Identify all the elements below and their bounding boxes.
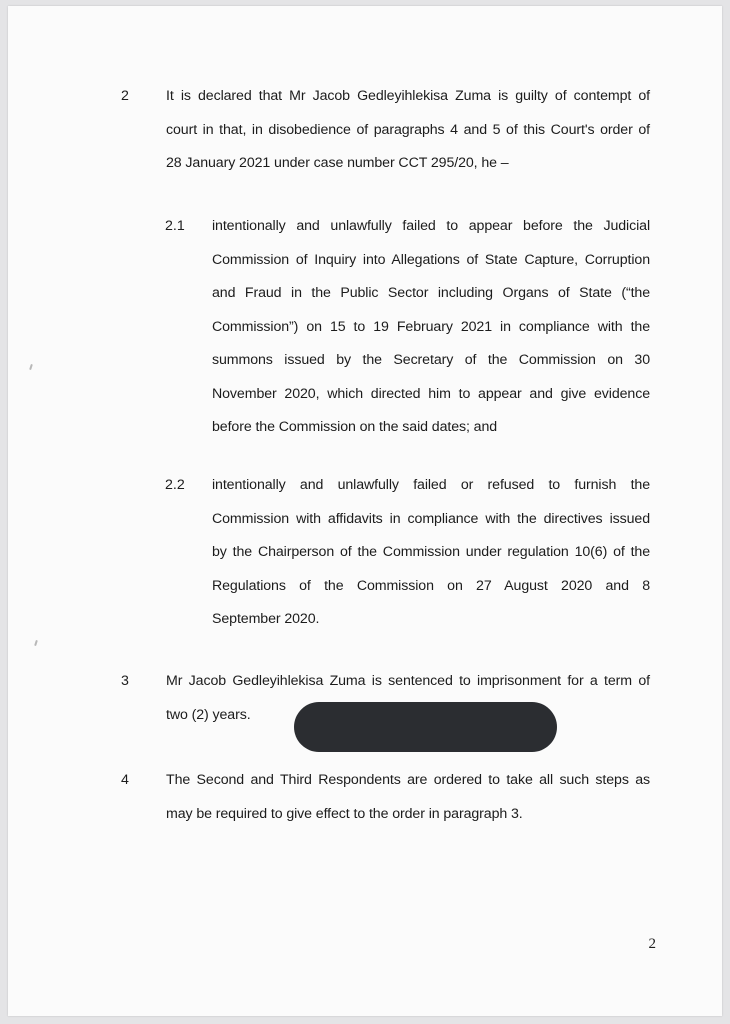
paragraph-line: court in that, in disobedience of paragraphs 4 and 5 of this Court's order of	[166, 121, 650, 138]
paragraph-line: and Fraud in the Public Sector including Organs of State (“the	[212, 285, 650, 301]
paragraph-4-text	[166, 764, 650, 831]
paragraph-line: summons issued by the Secretary of the Commission on 30	[212, 352, 650, 368]
paragraph-line: before the Commission on the said dates; and	[212, 419, 498, 435]
paragraph-number: 3	[121, 673, 129, 689]
paragraph-2-text	[166, 80, 650, 181]
paragraph-line: by the Chairperson of the Commission under regulation 10(6) of the	[212, 544, 650, 560]
paragraph-line: November 2020, which directed him to appear and give evidence	[212, 385, 650, 402]
paragraph-line: Regulations of the Commission on 27 August 2020 and 8	[212, 577, 650, 594]
scan-speck	[29, 364, 33, 370]
paragraph-line: intentionally and unlawfully failed or refused to furnish the	[212, 477, 650, 493]
paragraph-line: Mr Jacob Gedleyihlekisa Zuma is sentenced to imprisonment for a term of	[166, 673, 650, 689]
paragraph-number: 4	[121, 772, 129, 788]
paragraph-number: 2.2	[165, 477, 185, 493]
paragraph-line: two (2) years.	[166, 706, 251, 723]
paragraph-line: may be required to give effect to the order in paragraph 3.	[166, 805, 523, 822]
page-number: 2	[648, 936, 656, 952]
redaction-block	[294, 702, 557, 752]
paragraph-line: The Second and Third Respondents are ordered to take all such steps as	[166, 772, 650, 788]
paragraph-line: 28 January 2021 under case number CCT 295/20, he –	[166, 155, 509, 171]
paragraph-line: September 2020.	[212, 611, 320, 627]
paragraph-line: Commission with affidavits in compliance with the directives issued	[212, 510, 650, 527]
paragraph-line: Commission of Inquiry into Allegations of State Capture, Corruption	[212, 251, 650, 268]
paragraph-2-1-text	[212, 210, 650, 445]
paragraph-number: 2	[121, 88, 129, 104]
scan-speck	[34, 640, 38, 646]
paragraph-2-2-text	[212, 469, 650, 637]
paragraph-line: It is declared that Mr Jacob Gedleyihlekisa Zuma is guilty of contempt of	[166, 88, 650, 104]
paragraph-number: 2.1	[165, 218, 185, 234]
document-page	[8, 6, 722, 1016]
paragraph-line: Commission”) on 15 to 19 February 2021 in compliance with the	[212, 318, 650, 335]
paragraph-line: intentionally and unlawfully failed to appear before the Judicial	[212, 218, 650, 234]
